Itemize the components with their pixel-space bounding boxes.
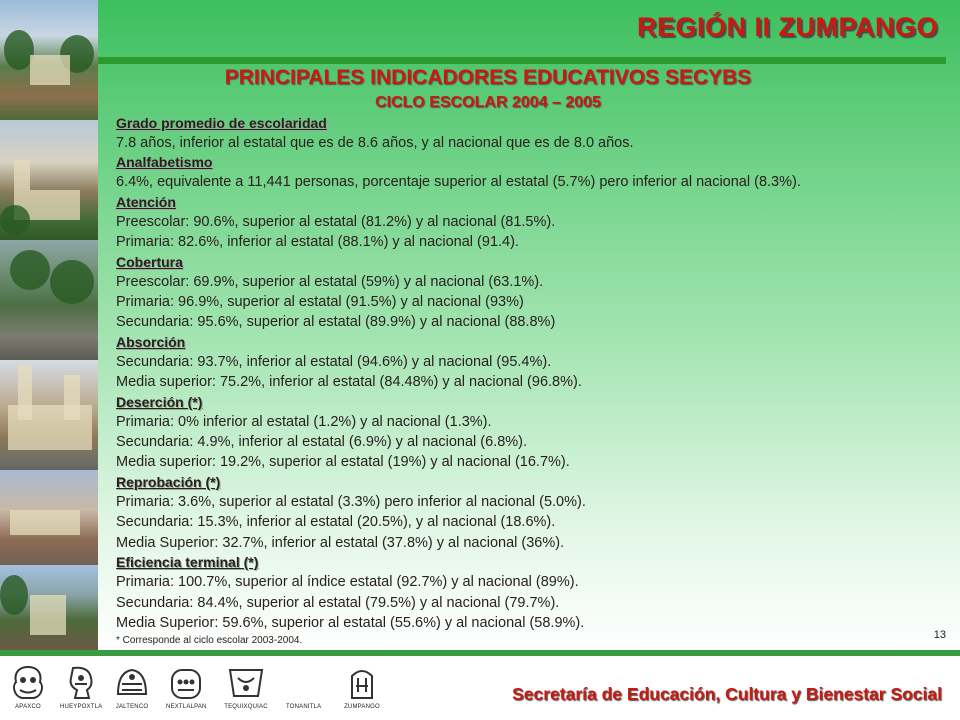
region-title: REGIÓN II ZUMPANGO (636, 12, 938, 42)
section-heading: Reprobación (*) (116, 473, 221, 490)
section-analfabetismo (116, 153, 936, 192)
hueypoxtla-logo (60, 664, 102, 710)
section-line: Media superior: 75.2%, inferior al estatal (84.48%) y al nacional (96.8%). (116, 374, 582, 391)
cathedral-photo (0, 360, 98, 480)
church-photo (0, 120, 98, 240)
section-line: Secundaria: 93.7%, inferior al estatal (94.6%) y al nacional (95.4%). (116, 353, 552, 370)
jaltenco-logo (112, 664, 152, 710)
section-line: Media Superior: 32.7%, inferior al estatal (37.8%) y al nacional (36%). (116, 534, 565, 551)
section-line: 7.8 años, inferior al estatal que es de 8.6 años, y al nacional que es de 8.0 años. (116, 135, 634, 151)
glyph-icon (289, 664, 319, 702)
glyph-icon (8, 664, 48, 702)
section-line: Secundaria: 84.4%, superior al estatal (79.5%) y al nacional (79.7%). (116, 594, 560, 611)
section-heading: Deserción (*) (116, 393, 203, 410)
section-escolaridad (116, 114, 936, 153)
section-line: Secundaria: 4.9%, inferior al estatal (6.9%) y al nacional (6.8%). (116, 434, 528, 451)
section-line: Media superior: 19.2%, superior al estatal (19%) y al nacional (16.7%). (116, 454, 570, 471)
municipality-label: JALTENCO (115, 704, 149, 710)
section-heading: Eficiencia terminal (*) (116, 554, 259, 571)
section-line: Primaria: 100.7%, superior al índice estatal (92.7%) y al nacional (89%). (116, 574, 579, 591)
section-line: Secundaria: 95.6%, superior al estatal (89.9%) y al nacional (88.8%) (116, 314, 556, 331)
section-line: Primaria: 96.9%, superior al estatal (91.5%) y al nacional (93%) (116, 294, 524, 311)
section-heading: Absorción (116, 333, 186, 350)
municipality-label: ZUMPANGO (344, 704, 380, 710)
municipality-label: TEQUIXQUIAC (224, 704, 268, 710)
section-reprobacion (116, 473, 936, 553)
section-absorcion (116, 333, 936, 393)
municipality-logos (0, 660, 400, 720)
glyph-icon (112, 664, 152, 702)
page-number: 13 (933, 629, 946, 641)
tequixquiac-logo (224, 664, 268, 710)
nextlalpan-logo (166, 664, 207, 710)
section-eficiencia (116, 553, 936, 633)
municipality-label: APAXCO (15, 704, 41, 710)
municipality-label: NEXTLALPAN (166, 704, 207, 710)
glyph-icon (166, 664, 206, 702)
tonanitla-logo (286, 664, 321, 710)
section-desercion (116, 393, 936, 473)
organization-name: Secretaría de Educación, Cultura y Bienestar Social (512, 684, 942, 704)
section-line: Primaria: 3.6%, superior al estatal (3.3%) pero inferior al nacional (5.0%). (116, 493, 586, 510)
town-square-photo (0, 0, 98, 120)
kiosk-photo (0, 565, 98, 650)
indicators-content (116, 114, 936, 646)
section-line: Preescolar: 90.6%, superior al estatal (81.2%) y al nacional (81.5%). (116, 213, 556, 230)
section-atencion (116, 193, 936, 253)
section-line: Secundaria: 15.3%, inferior al estatal (20.5%), y al nacional (18.6%). (116, 514, 556, 531)
photo-strip (0, 0, 98, 650)
page-subtitle: CICLO ESCOLAR 2004 – 2005 (375, 94, 601, 111)
section-line: Media Superior: 59.6%, superior al estatal (55.6%) y al nacional (58.9%). (116, 614, 585, 631)
municipality-label: HUEYPOXTLA (60, 704, 103, 710)
glyph-icon (344, 664, 380, 702)
section-heading: Cobertura (116, 253, 183, 270)
section-heading: Grado promedio de escolaridad (116, 115, 327, 131)
section-cobertura (116, 253, 936, 333)
zumpango-logo (344, 664, 380, 710)
section-line: Primaria: 82.6%, inferior al estatal (88.1%) y al nacional (91.4). (116, 234, 519, 251)
park-photo (0, 240, 98, 360)
section-line: 6.4%, equivalente a 11,441 personas, porcentaje superior al estatal (5.7%) pero inferior al nacional (8.3%). (116, 174, 801, 191)
plaza-photo (0, 470, 98, 570)
footnote: * Corresponde al ciclo escolar 2003-2004. (116, 635, 303, 647)
glyph-icon (63, 664, 99, 702)
municipality-label: TONANITLA (286, 704, 322, 710)
glyph-icon (224, 664, 268, 702)
section-line: Preescolar: 69.9%, superior al estatal (59%) y al nacional (63.1%). (116, 273, 544, 290)
apaxco-logo (8, 664, 48, 710)
section-line: Primaria: 0% inferior al estatal (1.2%) y al nacional (1.3%). (116, 413, 492, 430)
footer-rule (0, 650, 960, 656)
section-heading: Atención (116, 193, 176, 210)
title-rule (98, 57, 946, 64)
section-heading: Analfabetismo (116, 154, 213, 171)
page-title: PRINCIPALES INDICADORES EDUCATIVOS SECYBS (224, 66, 752, 89)
